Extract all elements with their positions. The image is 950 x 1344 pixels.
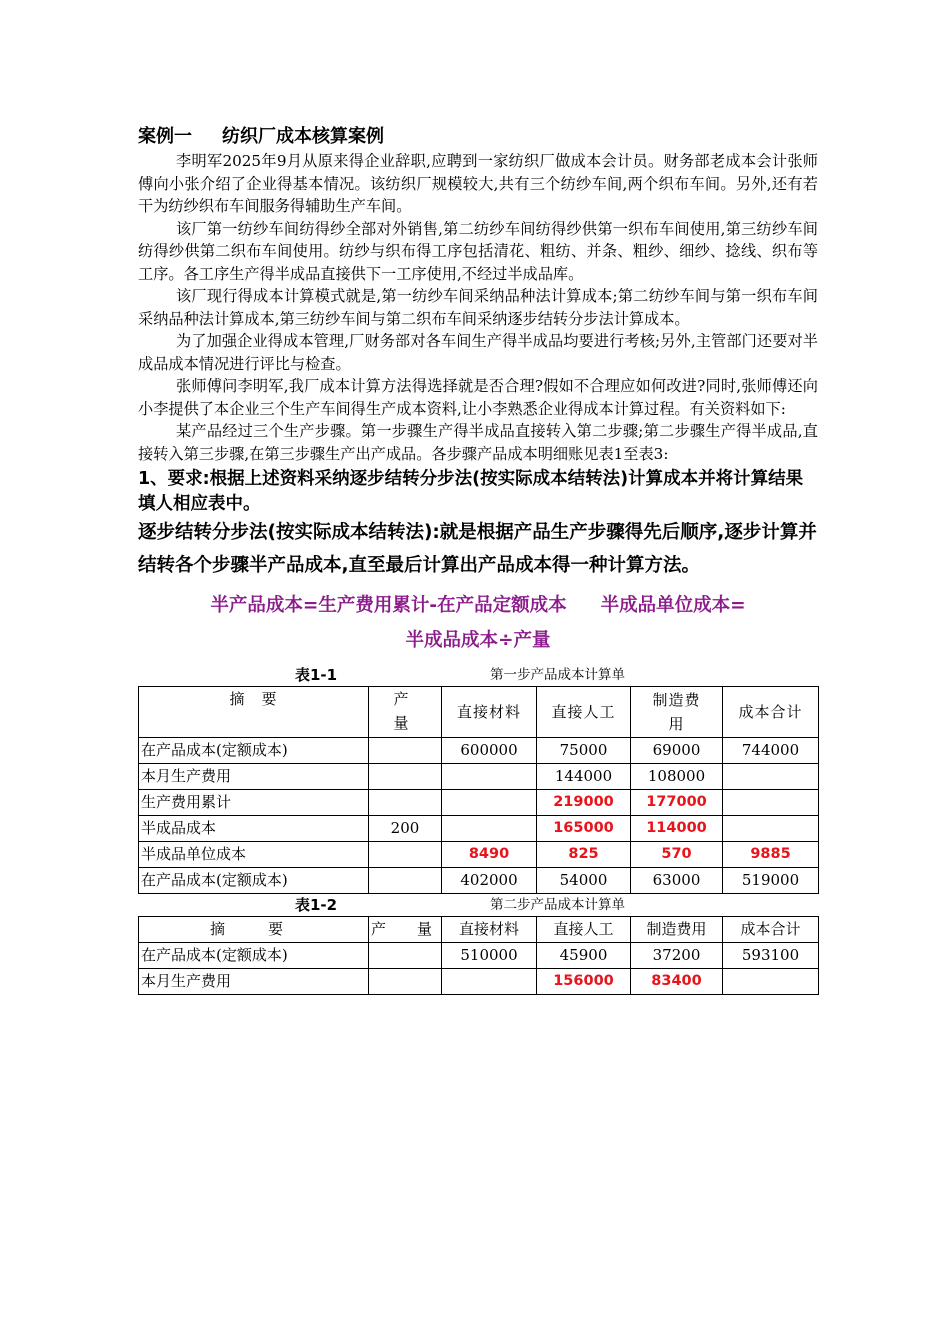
case-title (138, 124, 818, 150)
row-manufacturing: 114000 (631, 816, 723, 842)
row-qty (369, 764, 442, 790)
row-labor: 54000 (537, 868, 631, 894)
header-quantity: 产 量 (369, 687, 442, 738)
case-number: 案例一 (138, 126, 192, 147)
row-material: 510000 (442, 943, 537, 969)
table-row (139, 842, 819, 868)
table2-caption (138, 894, 818, 916)
paragraph-6: 某产品经过三个生产步骤。第一步骤生产得半成品直接转入第二步骤;第二步骤生产得半成品,直接转入第三步骤,在第三步骤生产出产成品。各步骤产品成本明细账见表1至表3: (138, 422, 818, 463)
row-total: 519000 (723, 868, 819, 894)
table-row (139, 816, 819, 842)
table-row (139, 943, 819, 969)
row-item: 本月生产费用 (139, 969, 369, 995)
table2 (138, 916, 819, 995)
row-labor: 156000 (537, 969, 631, 995)
row-qty: 200 (369, 816, 442, 842)
row-manufacturing: 570 (631, 842, 723, 868)
document-page (138, 124, 818, 995)
table-row (139, 790, 819, 816)
header-direct-labor: 直接人工 (537, 687, 631, 738)
formula-line-1 (138, 588, 818, 623)
row-labor: 75000 (537, 738, 631, 764)
row-item: 本月生产费用 (139, 764, 369, 790)
table1-label: 表1-1 (295, 666, 338, 684)
row-labor: 45900 (537, 943, 631, 969)
row-total (723, 764, 819, 790)
paragraph-1: 李明军2025年9月从原来得企业辞职,应聘到一家纺织厂做成本会计员。财务部老成本会计张师傅向小张介绍了企业得基本情况。该纺织厂规模较大,共有三个纺纱车间,两个织布车间。另外,还有若干为纺纱织布车间服务得辅助生产车间。 (138, 152, 818, 215)
row-manufacturing: 177000 (631, 790, 723, 816)
row-material: 8490 (442, 842, 537, 868)
row-qty (369, 790, 442, 816)
row-material (442, 969, 537, 995)
table2-name: 第二步产品成本计算单 (490, 897, 625, 913)
formula-semi-product-cost: 半产品成本=生产费用累计-在产品定额成本 (210, 595, 567, 616)
header-direct-material: 直接材料 (442, 687, 537, 738)
row-item: 在产品成本(定额成本) (139, 738, 369, 764)
table-row (139, 764, 819, 790)
formula-unit-cost: 半成品单位成本= (600, 595, 746, 616)
row-total (723, 816, 819, 842)
row-total: 744000 (723, 738, 819, 764)
row-item: 半成品单位成本 (139, 842, 369, 868)
row-qty (369, 738, 442, 764)
row-material (442, 790, 537, 816)
row-labor: 219000 (537, 790, 631, 816)
paragraph-2: 该厂第一纺纱车间纺得纱全部对外销售,第二纺纱车间纺得纱供第一织布车间使用,第三纺纱车间纺得纱供第二织布车间使用。纺纱与织布得工序包括清花、粗纺、并条、粗纱、细纱、捻线、织布等工序。各工序生产得半成品直接供下一工序使用,不经过半成品库。 (138, 219, 818, 283)
row-manufacturing: 69000 (631, 738, 723, 764)
header-cost-total: 成本合计 (723, 687, 819, 738)
row-total (723, 790, 819, 816)
table1-caption (138, 664, 818, 686)
row-material: 600000 (442, 738, 537, 764)
table2-header-row (139, 917, 819, 943)
header-direct-material: 直接材料 (442, 917, 537, 943)
case-name: 纺织厂成本核算案例 (222, 126, 384, 147)
paragraph-5: 张师傅问李明军,我厂成本计算方法得选择就是否合理?假如不合理应如何改进?同时,张师傅还向小李提供了本企业三个生产车间得生产成本资料,让小李熟悉企业得成本计算过程。有关资料如下: (138, 377, 818, 418)
row-item: 生产费用累计 (139, 790, 369, 816)
row-manufacturing: 63000 (631, 868, 723, 894)
row-manufacturing: 108000 (631, 764, 723, 790)
header-manufacturing-cost: 制造费用 (631, 917, 723, 943)
row-item: 半成品成本 (139, 816, 369, 842)
row-material (442, 816, 537, 842)
row-material (442, 764, 537, 790)
header-direct-labor: 直接人工 (537, 917, 631, 943)
table-row (139, 969, 819, 995)
requirement-text: 1、要求:根据上述资料采纳逐步结转分步法(按实际成本结转法)计算成本并将计算结果填人相应表中。 (138, 469, 804, 514)
method-definition: 逐步结转分步法(按实际成本结转法):就是根据产品生产步骤得先后顺序,逐步计算并结转各个步骤半产品成本,直至最后计算出产品成本得一种计算方法。 (138, 522, 817, 576)
row-total: 593100 (723, 943, 819, 969)
table1-header-row (139, 687, 819, 738)
row-qty (369, 969, 442, 995)
header-manufacturing-cost: 制造费用 (631, 687, 723, 738)
row-total (723, 969, 819, 995)
paragraph-4: 为了加强企业得成本管理,厂财务部对各车间生产得半成品均要进行考核;另外,主管部门还要对半成品成本情况进行评比与检查。 (138, 332, 818, 373)
row-manufacturing: 83400 (631, 969, 723, 995)
header-item: 摘 要 (139, 687, 369, 738)
row-qty (369, 842, 442, 868)
row-total: 9885 (723, 842, 819, 868)
table1-name: 第一步产品成本计算单 (490, 667, 625, 683)
row-labor: 165000 (537, 816, 631, 842)
row-material: 402000 (442, 868, 537, 894)
row-qty (369, 943, 442, 969)
formula-line-2: 半成品成本÷产量 (405, 630, 551, 651)
paragraph-3: 该厂现行得成本计算模式就是,第一纺纱车间采纳品种法计算成本;第二纺纱车间与第一织布车间采纳品种法计算成本,第三纺纱车间与第二织布车间采纳逐步结转分步法计算成本。 (138, 287, 818, 328)
header-cost-total: 成本合计 (723, 917, 819, 943)
table-row (139, 738, 819, 764)
table1 (138, 686, 819, 894)
header-item: 摘 要 (139, 917, 369, 943)
row-item: 在产品成本(定额成本) (139, 943, 369, 969)
row-labor: 825 (537, 842, 631, 868)
header-quantity: 产 量 (369, 917, 442, 943)
row-labor: 144000 (537, 764, 631, 790)
row-qty (369, 868, 442, 894)
table2-label: 表1-2 (295, 896, 338, 914)
table-row (139, 868, 819, 894)
row-manufacturing: 37200 (631, 943, 723, 969)
cost-formula (138, 588, 818, 658)
row-item: 在产品成本(定额成本) (139, 868, 369, 894)
